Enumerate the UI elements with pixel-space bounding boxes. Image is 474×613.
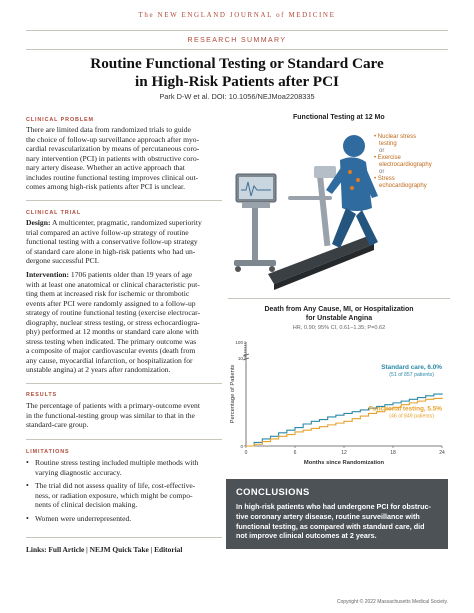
bullet-dot: • [26, 481, 29, 490]
y-axis-label: Percentage of Patients [230, 364, 236, 424]
results-label: RESULTS [26, 392, 58, 398]
clinical-problem-label: CLINICAL PROBLEM [26, 117, 94, 123]
y-tick-label: 0 [240, 444, 243, 449]
text-line: There are limited data from randomized trials to guide [26, 125, 191, 134]
bullet-dot: • [26, 513, 29, 523]
testing-options-legend [374, 134, 450, 190]
text-line: in the functional-testing group was similar to that in the [26, 410, 195, 420]
y-tick-label: 100 [235, 340, 243, 345]
km-chart [228, 334, 450, 474]
text-line: ting them at increased risk for ischemic or thrombotic [26, 289, 190, 298]
x-tick-label: 24 [439, 450, 445, 456]
intervention-heading: Intervention: [26, 270, 70, 279]
text-line: any cause, myocardial infarction, or hospitalization for [26, 355, 193, 365]
bullet-text [35, 481, 195, 510]
page-title [40, 55, 434, 90]
design-heading: Design: [26, 218, 51, 227]
x-axis-label: Months since Randomization [303, 460, 385, 466]
conclusions-box [226, 479, 448, 549]
text-line: phy) performed at 12 months or standard care alone with [26, 327, 199, 336]
text-line: The percentage of patients with a primary-outcome event [26, 401, 200, 410]
text-line: dergone successful PCI. [26, 256, 100, 265]
y-tick-label: 10 [237, 356, 243, 361]
option-separator: or [379, 169, 385, 175]
design-text [26, 218, 222, 266]
text-line: tive coronary artery disease, routine surveillance with [236, 511, 420, 521]
text-line: Routine stress testing included multiple methods with [35, 458, 199, 467]
option-label: testing [379, 141, 397, 147]
text-line: cardial revascularization by means of percutaneous coro- [26, 144, 200, 153]
text-line: stress testing when indicated. The primary outcome was [26, 336, 197, 346]
text-line: nents of clinical decision making. [35, 500, 138, 509]
clinical-problem-text [26, 125, 222, 192]
chart-title-line: for Unstable Angina [305, 315, 373, 322]
list-item [26, 514, 222, 524]
text-line: functional testing, as compared with standard care, did [236, 521, 425, 531]
text-line [26, 218, 222, 228]
conclusions-heading: CONCLUSIONS [236, 486, 310, 497]
x-tick-label: 0 [244, 450, 248, 456]
text-line: of standard care alone in high-risk patients who had un- [26, 246, 196, 256]
option-separator: or [379, 148, 385, 154]
text-line: unstable angina) at 2 years after randomization. [26, 365, 171, 374]
section-divider [26, 537, 222, 538]
text-line: includes routine functional testing improves clinical out- [26, 172, 199, 182]
text-line: varying diagnostic accuracy. [35, 467, 122, 477]
copyright-footer: Copyright © 2022 Massachusetts Medical Society. [336, 599, 448, 605]
text-line: the choice of follow-up surveillance approach after myo- [26, 134, 200, 144]
text-line: nary intervention (PCI) in patients with obstructive coro- [26, 153, 200, 163]
text-line: strategy of routine functional testing (exercise electrocar- [26, 308, 201, 317]
series-label-functional-testing: Functional testing, 5.5% [368, 405, 442, 413]
list-item [26, 458, 222, 477]
article-links[interactable]: Links: Full Article | NEJM Quick Take | Editorial [26, 545, 183, 554]
text-line: functional testing with a conservative follow-up strategy [26, 237, 198, 246]
authors-doi: Park D-W et al. DOI: 10.1056/NEJMoa2208335 [159, 92, 315, 101]
title-line-1: Routine Functional Testing or Standard Care [90, 55, 384, 72]
option-label: Exercise [377, 155, 401, 161]
title-divider [26, 49, 448, 50]
text-line: with at least one anatomical or clinical characteristic put- [26, 279, 200, 289]
option-label: electrocardiography [379, 162, 432, 168]
option-label: Nuclear stress [377, 134, 417, 140]
text-line: ness, or radiation exposure, which might be compo- [35, 490, 193, 500]
title-line-2: in High-Risk Patients after PCI [135, 72, 339, 90]
text-span: 1706 patients older than 19 years of age [69, 270, 193, 279]
text-line: a composite of major cardiovascular events (death from [26, 346, 196, 355]
option-line [374, 134, 450, 141]
option-line [374, 155, 450, 162]
text-span: A multicenter, pragmatic, randomized superiority [50, 218, 202, 227]
bullet-dot: • [26, 458, 29, 467]
header-divider [26, 30, 448, 31]
intervention-text [26, 270, 222, 375]
x-tick-label: 6 [293, 450, 297, 456]
option-label: Stress [377, 176, 395, 182]
series-detail-standard-care: (51 of 857 patients) [389, 372, 434, 379]
section-divider [26, 383, 222, 384]
bullet-text [35, 514, 131, 524]
x-tick-label: 18 [390, 450, 396, 456]
bullet-dot: • [374, 155, 378, 161]
chart-subtitle: HR, 0.90; 95% CI, 0.61–1.35; P=0.62 [292, 325, 386, 331]
section-divider [26, 200, 222, 201]
series-label-standard-care: Standard care, 6.0% [381, 364, 442, 372]
journal-masthead: The NEW ENGLAND JOURNAL of MEDICINE [138, 11, 336, 19]
text-line: The trial did not assess quality of life, cost-effective- [35, 481, 196, 490]
bullet-dot: • [374, 134, 378, 140]
text-line: standard-care group. [26, 420, 89, 429]
clinical-trial-label: CLINICAL TRIAL [26, 210, 82, 216]
text-line: not improve clinical outcomes at 2 years. [236, 531, 377, 541]
research-summary-label: RESEARCH SUMMARY [187, 37, 287, 44]
bullet-text [35, 458, 198, 477]
option-label: echocardiography [379, 183, 427, 189]
chart-title-line: Death from Any Cause, MI, or Hospitalization [264, 306, 414, 313]
list-item [26, 481, 222, 510]
figure-divider [228, 298, 450, 299]
limitations-label: LIMITATIONS [26, 449, 70, 455]
conclusions-text [236, 502, 438, 541]
text-line: diography, nuclear stress testing, or stress echocardiogra- [26, 317, 200, 327]
text-line: nary artery disease. Whether an active approach that [26, 163, 185, 172]
bullet-dot: • [374, 176, 378, 182]
option-exercise-ecg [374, 155, 450, 169]
section-divider [26, 439, 222, 440]
text-line [26, 270, 222, 280]
text-line: In high-risk patients who had undergone PCI for obstruc- [236, 502, 431, 511]
series-detail-functional-testing: (46 of 849 patients) [389, 413, 434, 420]
text-line: Women were underrepresented. [35, 513, 132, 523]
limitations-list [26, 458, 222, 527]
text-line: events after PCI were randomly assigned to a follow-up [26, 298, 196, 308]
results-text [26, 401, 222, 430]
text-line: trial compared an active follow-up strategy of routine [26, 227, 189, 237]
x-tick-label: 12 [341, 450, 347, 456]
illustration-title: Functional Testing at 12 Mo [293, 114, 385, 121]
chart-title [228, 305, 450, 323]
option-stress-echo [374, 176, 450, 190]
option-line [374, 176, 450, 183]
option-nuclear [374, 134, 450, 148]
text-line: comes among high-risk patients after PCI is unclear. [26, 182, 186, 191]
